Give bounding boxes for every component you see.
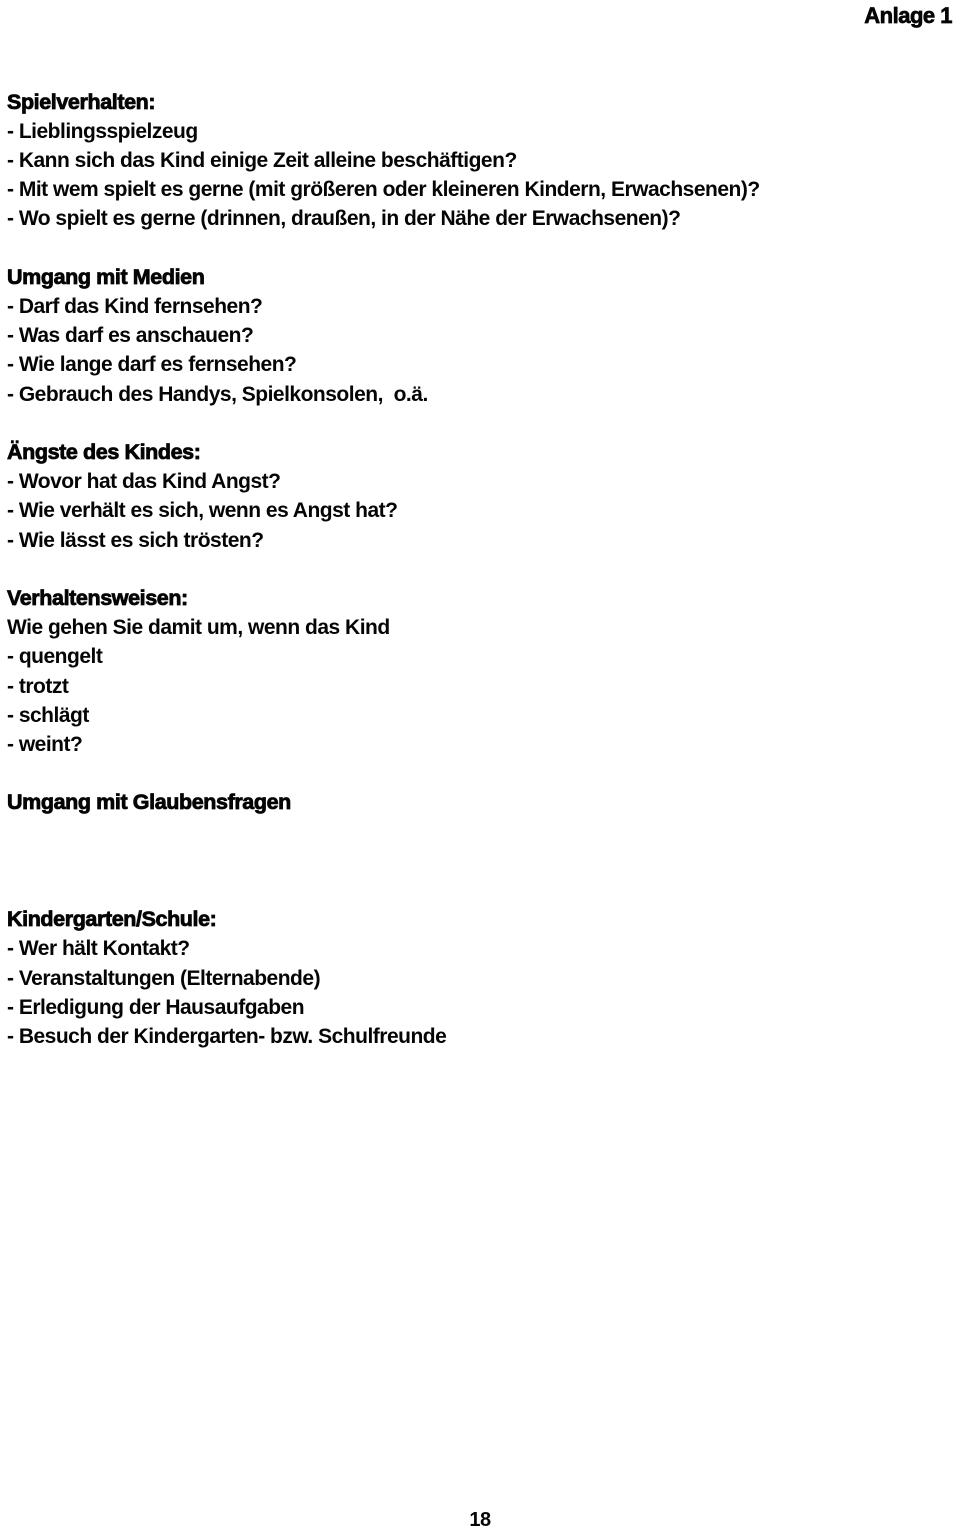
list-line: - Wie verhält es sich, wenn es Angst hat?	[7, 499, 398, 523]
list-line: - Kann sich das Kind einige Zeit alleine beschäftigen?	[7, 149, 517, 172]
list-line: - schlägt	[7, 703, 89, 727]
section-heading: Ängste des Kindes:	[7, 440, 201, 464]
list-line: - quengelt	[7, 645, 103, 669]
list-line: - weint?	[7, 733, 83, 757]
section-heading: Umgang mit Glaubensfragen	[7, 790, 291, 815]
list-line: - Wo spielt es gerne (drinnen, draußen, in der Nähe der Erwachsenen)?	[7, 207, 681, 231]
list-line: - Erledigung der Hausaufgaben	[7, 995, 305, 1019]
list-line: - Wie lange darf es fernsehen?	[7, 353, 297, 377]
list-line: - trotzt	[7, 674, 69, 698]
section	[7, 788, 946, 817]
list-line: - Mit wem spielt es gerne (mit größeren oder kleineren Kindern, Erwachsenen)?	[7, 178, 760, 202]
list-line: - Wie lässt es sich trösten?	[7, 528, 264, 552]
list-line: - Wovor hat das Kind Angst?	[7, 470, 281, 494]
page-number: 18	[469, 1509, 491, 1531]
document-body	[7, 0, 946, 1051]
list-line: - Darf das Kind fernsehen?	[7, 295, 263, 318]
section-heading: Kindergarten/Schule:	[7, 907, 217, 932]
section	[7, 88, 946, 234]
section-heading: Umgang mit Medien	[7, 264, 205, 289]
list-line: - Wer hält Kontakt?	[7, 937, 190, 961]
list-line: - Veranstaltungen (Elternabende)	[7, 966, 321, 990]
section	[7, 438, 946, 555]
section-heading: Verhaltensweisen:	[7, 586, 188, 610]
list-line: - Besuch der Kindergarten- bzw. Schulfreunde	[7, 1025, 447, 1049]
list-line: - Was darf es anschauen?	[7, 324, 254, 348]
annex-label: Anlage 1	[864, 3, 952, 28]
section	[7, 905, 946, 1051]
list-line: Wie gehen Sie damit um, wenn das Kind	[7, 616, 390, 640]
list-line: - Gebrauch des Handys, Spielkonsolen, o.ä.	[7, 382, 428, 406]
section-heading: Spielverhalten:	[7, 89, 156, 114]
section	[7, 263, 946, 409]
list-line: - Lieblingsspielzeug	[7, 119, 198, 143]
section	[7, 584, 946, 759]
